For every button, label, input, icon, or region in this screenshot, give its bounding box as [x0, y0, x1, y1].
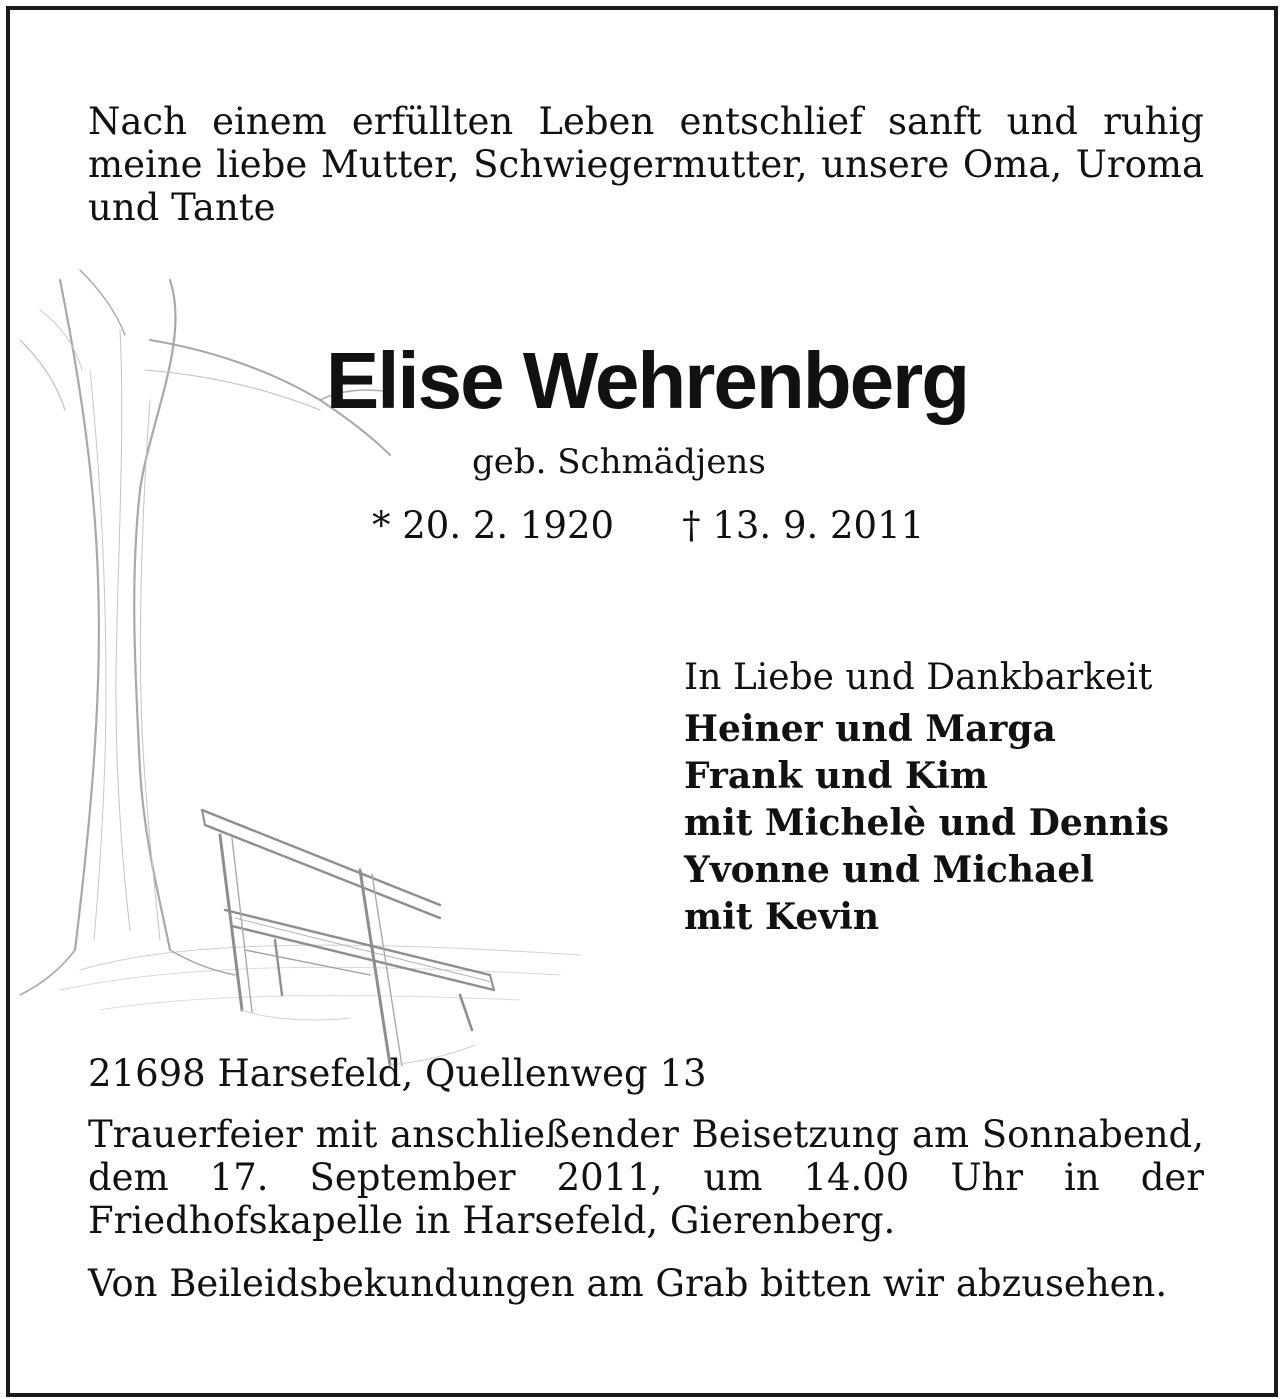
family-signature [684, 653, 1169, 941]
birth-date: * 20. 2. 1920 [372, 504, 615, 547]
family-lead-text: In Liebe und Dankbarkeit [684, 657, 1153, 698]
obituary-notice [6, 6, 1278, 1397]
death-date: † 13. 9. 2011 [682, 504, 925, 547]
deceased-name: Elise Wehrenberg [325, 336, 969, 425]
address: 21698 Harsefeld, Quellenweg 13 [88, 1052, 707, 1095]
family-member: Frank und Kim [684, 755, 988, 797]
intro-text: Nach einem erfüllten Leben entschlief sanft und ruhig meine liebe Mutter, Schwiegermutter, unsere Oma, Uroma und Tante [88, 100, 1204, 229]
life-dates [372, 504, 924, 547]
family-member: mit Kevin [684, 896, 880, 938]
maiden-name: geb. Schmädjens [472, 442, 766, 482]
funeral-service-text: Trauerfeier mit anschließender Beisetzung am Sonnabend, dem 17. September 2011, um 14.00 Uhr in der Friedhofskapelle in Harsefeld, Gierenberg. [88, 1113, 1204, 1242]
condolence-note: Von Beileidsbekundungen am Grab bitten wir abzusehen. [88, 1262, 1168, 1305]
family-member: Heiner und Marga [684, 708, 1056, 750]
family-member: Yvonne und Michael [684, 849, 1094, 891]
family-member: mit Michelè und Dennis [684, 802, 1170, 844]
